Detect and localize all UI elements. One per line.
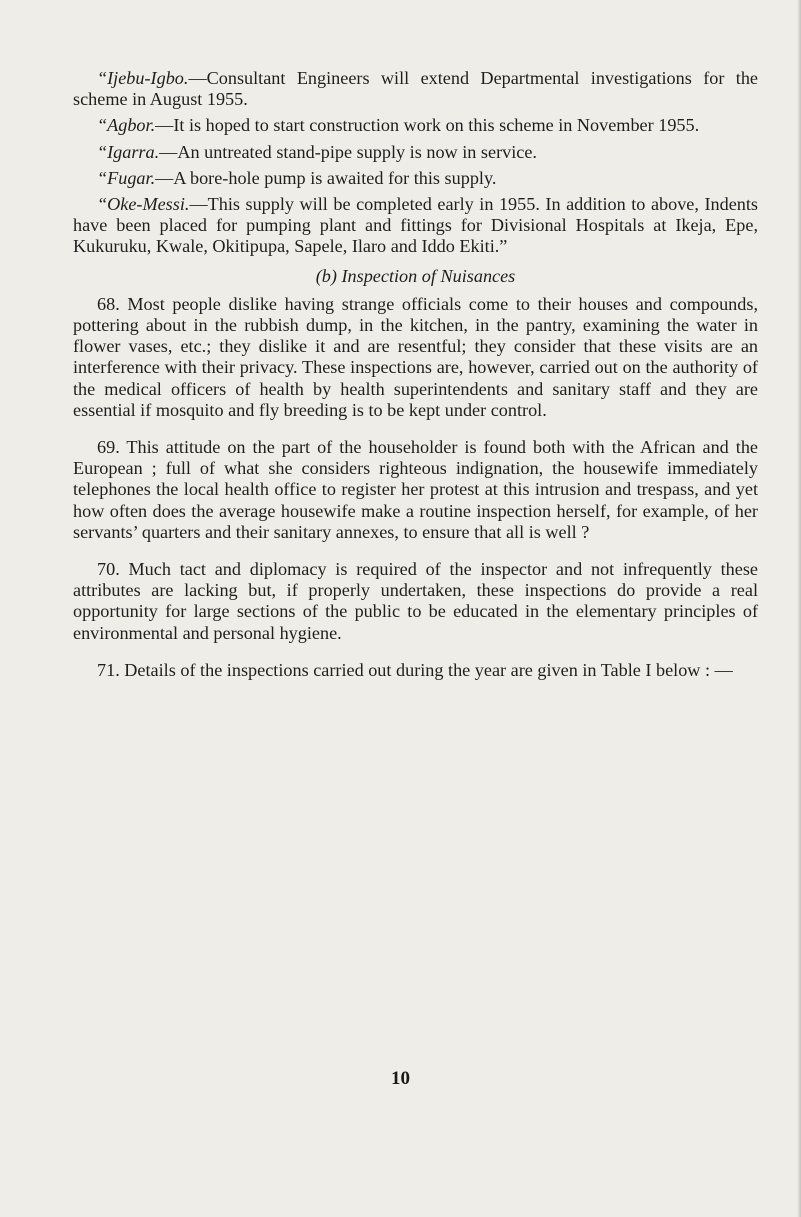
scheme-entry-ijebu-igbo: [73, 68, 758, 110]
place-name: “Oke-Messi.: [97, 194, 190, 215]
scheme-entry-oke-messi: [73, 194, 758, 258]
paragraph-68: 68. Most people dislike having strange officials come to their houses and compounds, pottering about in the rubbish dump, in the kitchen, in the pantry, examining the water in flower vases, etc.; they dislike it and are resentful; they consider that these visits are an interference with their privacy. These inspections are, however, carried out on the authority of the medical officers of health by health superintendents and sanitary staff and they are essential if mosquito and fly breeding is to be kept under control.: [73, 293, 758, 420]
document-body: [73, 68, 758, 697]
scheme-entry-fugar: [73, 168, 758, 189]
place-name: “Fugar.: [97, 167, 156, 188]
page-edge-shadow: [797, 0, 801, 1217]
paragraph-70: 70. Much tact and diplomacy is required of the inspector and not infrequently these attributes are lacking but, if properly undertaken, these inspections do provide a real opportunity for large sections of the public to be educated in the elementary principles of environmental and personal hygiene.: [73, 559, 758, 643]
entry-text: —An untreated stand-pipe supply is now in service.: [159, 141, 537, 162]
section-heading: (b) Inspection of Nuisances: [315, 265, 516, 286]
paragraph-69: 69. This attitude on the part of the householder is found both with the African and the European ; full of what she considers righteous indignation, the housewife immediately telephones the local health office to register her protest at this intrusion and trespass, and yet how often does the average housewife make a routine inspection herself, for example, of her servants’ quarters and their sanitary annexes, to ensure that all is well ?: [73, 437, 758, 542]
entry-text: —This supply will be completed early in 1955. In addition to above, Indents have been placed for pumping plant and fittings for Divisional Hospitals at Ikeja, Epe, Kukuruku, Kwale, Okitipupa, Sapele, Ilaro and Iddo Ekiti.”: [73, 194, 758, 257]
entry-text: —A bore-hole pump is awaited for this supply.: [155, 167, 497, 188]
entry-text: —Consultant Engineers will extend Departmental investigations for the scheme in August 1955.: [73, 68, 758, 110]
place-name: “Agbor.: [97, 115, 156, 136]
scheme-entry-agbor: [73, 115, 758, 136]
entry-text: —It is hoped to start construction work on this scheme in November 1955.: [155, 115, 700, 136]
place-name: “Igarra.: [97, 141, 160, 162]
paragraph-71: 71. Details of the inspections carried out during the year are given in Table I below : —: [97, 659, 733, 680]
place-name: “Ijebu-Igbo.: [97, 68, 189, 88]
scheme-entry-igarra: [73, 142, 758, 163]
page-number: 10: [391, 1068, 410, 1089]
